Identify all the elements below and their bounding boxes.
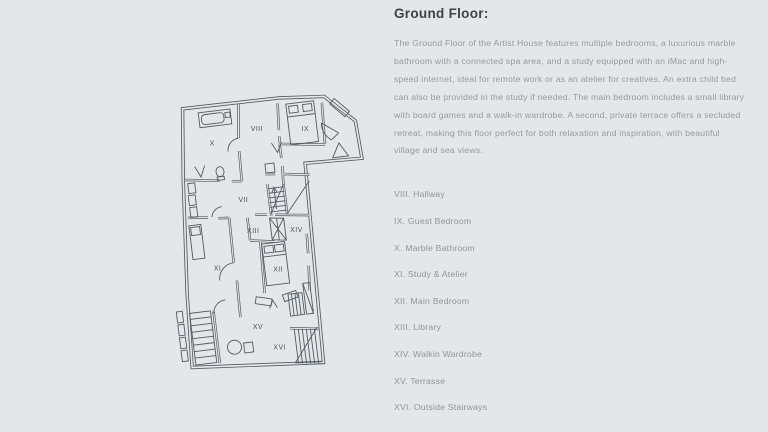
door-swing-study: [208, 263, 240, 314]
bathtub: [198, 109, 232, 128]
legend-item-outside-stairways: XVI. Outside Stairways: [394, 402, 488, 413]
legend-item-terrasse: XV. Terrasse: [394, 375, 446, 386]
bed-main: [262, 241, 290, 285]
page-title: Ground Floor:: [394, 6, 489, 21]
legend-item-library: XIII. Library: [394, 322, 442, 333]
door-swing-bathroom: [192, 138, 243, 177]
room-label-xv: XV: [252, 324, 264, 332]
room-label-xiii: XIII: [247, 228, 260, 236]
room-labels: [197, 119, 336, 359]
outside-boxes: [176, 311, 188, 361]
closets: [187, 183, 199, 218]
terrace-table: [227, 338, 254, 355]
room-label-ix: IX: [301, 125, 309, 133]
bed-study: [189, 224, 205, 259]
legend-item-hallway: VIII. Hallway: [394, 189, 445, 200]
room-label-xiv: XIV: [290, 226, 303, 234]
bed-guest: [286, 101, 319, 145]
content-panel: [394, 6, 746, 430]
room-label-xvi: XVI: [273, 344, 286, 352]
floor-plan-drawing: [166, 80, 375, 380]
legend-item-walkin-wardrobe: XIV. Walkin Wardrobe: [394, 348, 483, 359]
staircase-main: [268, 181, 313, 216]
toilet: [215, 166, 225, 180]
room-label-x: X: [209, 140, 215, 148]
floor-plan-panel: [166, 80, 375, 380]
legend-item-main-bedroom: XII. Main Bedroom: [394, 295, 470, 306]
floor-description: The Ground Floor of the Artist House features multiple bedrooms, a luxurious marble bathroom with a connected spa area, and a study equipped with an iMac and high-speed internet, ideal for remote work or as an atelier for creatives. An extra child bed can also be provided in the study if needed. The main bedroom includes a small library with board games and a walk-in wardrobe. A second, private terrace offers a secluded retreat, making this floor perfect for both relaxation and inspiration, with beautiful village and sea views.: [394, 38, 745, 156]
staircase-small: [270, 216, 287, 242]
shaft: [265, 163, 275, 173]
room-label-xii: XII: [273, 266, 283, 274]
legend-item-marble-bathroom: X. Marble Bathroom: [394, 242, 475, 253]
planter: [190, 311, 217, 365]
room-label-xi: XI: [213, 265, 222, 273]
exterior-walls: [166, 88, 375, 379]
legend-item-guest-bedroom: IX. Guest Bedroom: [394, 215, 472, 226]
room-label-vii: VII: [238, 197, 249, 205]
room-legend: [394, 190, 746, 412]
room-label-viii: VIII: [250, 125, 263, 133]
legend-item-study-atelier: XI. Study & Atelier: [394, 269, 468, 280]
